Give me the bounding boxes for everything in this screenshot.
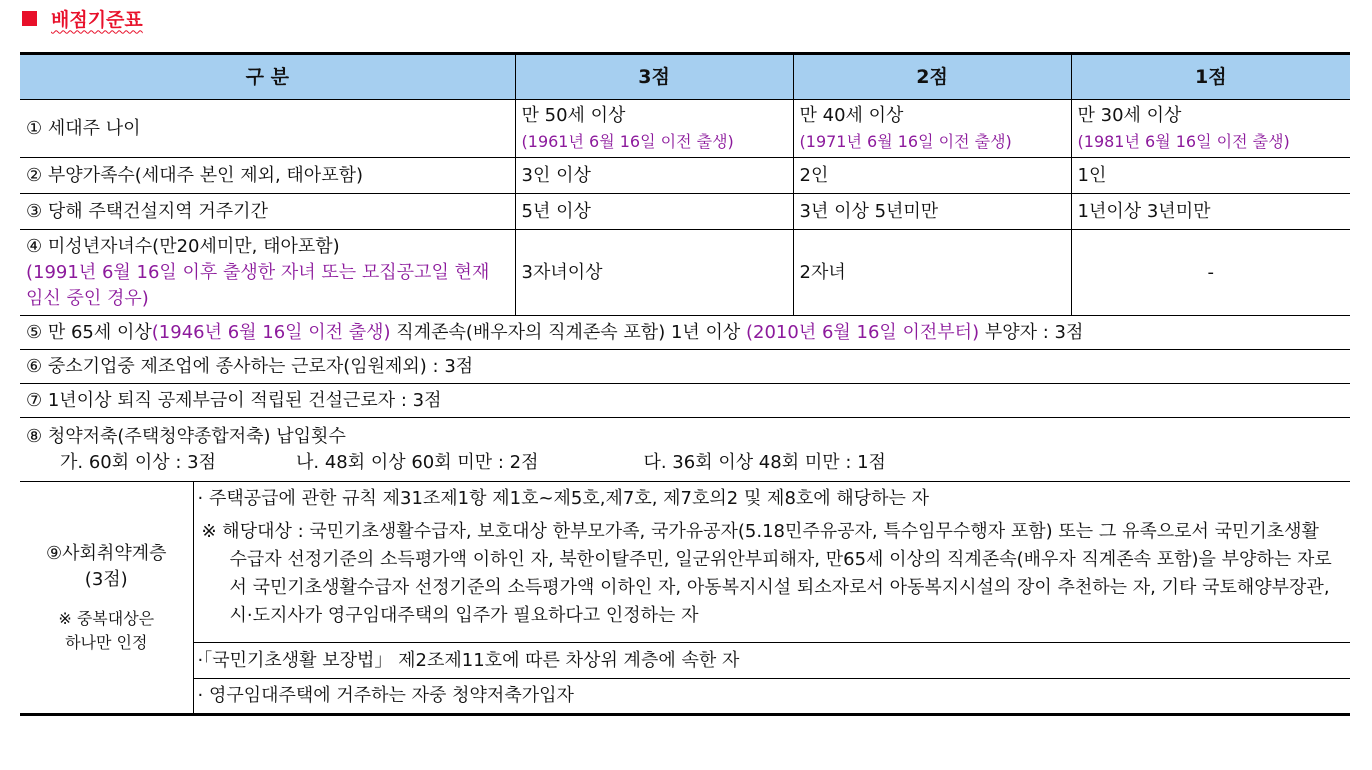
text-part: 부양자 : 3점 <box>979 321 1084 343</box>
duplicate-note-line: 하나만 인정 <box>65 632 148 652</box>
row-label-note: (1991년 6월 16일 이후 출생한 자녀 또는 모집공고일 현재 임신 중인 경우) <box>26 261 490 309</box>
header-row <box>20 54 1350 100</box>
text-part: ⑤ 만 65세 이상 <box>26 321 152 343</box>
row-label: ② 부양가족수(세대주 본인 제외, 태아포함) <box>20 158 515 194</box>
vulnerable-points: (3점) <box>84 568 128 590</box>
cell-2-points: 3년 이상 5년미만 <box>793 194 1071 230</box>
vulnerable-item-3: · 영구임대주택에 거주하는 자중 청약저축가입자 <box>193 679 1350 715</box>
row-construction-worker <box>20 384 1350 418</box>
cell-1-point: - <box>1071 230 1350 316</box>
cell-1-point <box>1071 100 1350 158</box>
row-vulnerable-item-2 <box>20 643 1350 679</box>
duplicate-note <box>26 607 187 655</box>
cell-3-points: 3인 이상 <box>515 158 793 194</box>
row-dependents <box>20 158 1350 194</box>
row-subscription-savings <box>20 418 1350 482</box>
vulnerable-group-label <box>20 482 193 715</box>
row-residence-period <box>20 194 1350 230</box>
row-vulnerable-item-3 <box>20 679 1350 715</box>
row-text-line: ⑧ 청약저축(주택청약종합저축) 납입횟수 <box>26 425 346 447</box>
tier-b: 나. 48회 이상 60회 미만 : 2점 <box>295 451 539 473</box>
page-title <box>22 4 143 32</box>
row-label <box>20 230 515 316</box>
cell-3-points <box>515 100 793 158</box>
payment-tiers <box>26 450 1344 476</box>
row-label: ③ 당해 주택건설지역 거주기간 <box>20 194 515 230</box>
cell-note: (1961년 6월 16일 이전 출생) <box>521 131 734 151</box>
row-vulnerable-item-1 <box>20 482 1350 643</box>
duplicate-note-line: ※ 중복대상은 <box>58 608 155 628</box>
cell-1-point: 1년이상 3년미만 <box>1071 194 1350 230</box>
row-text <box>20 316 1350 350</box>
cell-note: (1981년 6월 16일 이전 출생) <box>1077 131 1290 151</box>
cell-1-point: 1인 <box>1071 158 1350 194</box>
vulnerable-item-2: ·「국민기초생활 보장법」 제2조제11호에 따른 차상위 계층에 속한 자 <box>193 643 1350 679</box>
square-marker-icon <box>22 11 37 26</box>
cell-value: 만 40세 이상 <box>799 104 904 126</box>
row-minor-children <box>20 230 1350 316</box>
page-title-text: 배점기준표 <box>51 8 143 31</box>
row-householder-age <box>20 100 1350 158</box>
item-text: · 주택공급에 관한 규칙 제31조제1항 제1호~제5호,제7호, 제7호의2 및 제8호에 해당하는 자 <box>197 488 930 509</box>
header-1-point: 1점 <box>1071 54 1350 100</box>
header-category: 구 분 <box>20 54 515 100</box>
cell-value: 만 30세 이상 <box>1077 104 1182 126</box>
vulnerable-item-1 <box>193 482 1350 643</box>
header-2-points: 2점 <box>793 54 1071 100</box>
tier-c: 다. 36회 이상 48회 미만 : 1점 <box>643 451 886 473</box>
tier-a: 가. 60회 이상 : 3점 <box>60 451 216 473</box>
scoring-criteria-table <box>20 52 1350 716</box>
text-note: (1946년 6월 16일 이전 출생) <box>151 321 391 343</box>
row-label: ① 세대주 나이 <box>20 100 515 158</box>
row-elderly-support <box>20 316 1350 350</box>
header-3-points: 3점 <box>515 54 793 100</box>
cell-3-points: 5년 이상 <box>515 194 793 230</box>
row-text: ⑥ 중소기업중 제조업에 종사하는 근로자(임원제외) : 3점 <box>20 350 1350 384</box>
row-sme-worker <box>20 350 1350 384</box>
cell-value: 만 50세 이상 <box>521 104 626 126</box>
cell-3-points: 3자녀이상 <box>515 230 793 316</box>
eligible-targets-note: ※ 해당대상 : 국민기초생활수급자, 보호대상 한부모가족, 국가유공자(5.18민주유공자, 특수임무수행자 포함) 또는 그 유족으로서 국민기초생활수급자 선정기준의 소득평가액 이하인 자, 북한이탈주민, 일군위안부피해자, 만65세 이상의 직계존속(배우자 직계존속 포함)을 부양하는 자로서 국민기초생활수급자 선정기준의 소득평가액 이하인 자, 아동복지시설 퇴소자로서 아동복지시설의 장이 추천하는 자, 기타 국토해양부장관, 시·도지사가 영구임대주택의 입주가 필요하다고 인정하는 자 <box>201 521 1332 626</box>
cell-2-points: 2인 <box>793 158 1071 194</box>
row-text: ⑦ 1년이상 퇴직 공제부금이 적립된 건설근로자 : 3점 <box>20 384 1350 418</box>
text-note: (2010년 6월 16일 이전부터) <box>746 321 980 343</box>
text-part: 직계존속(배우자의 직계존속 포함) 1년 이상 <box>390 321 746 343</box>
row-text <box>20 418 1350 482</box>
cell-note: (1971년 6월 16일 이전 출생) <box>799 131 1012 151</box>
cell-2-points: 2자녀 <box>793 230 1071 316</box>
row-label-text: ④ 미성년자녀수(만20세미만, 태아포함) <box>26 235 340 257</box>
vulnerable-title: ⑨사회취약계층 <box>46 542 167 564</box>
cell-2-points <box>793 100 1071 158</box>
